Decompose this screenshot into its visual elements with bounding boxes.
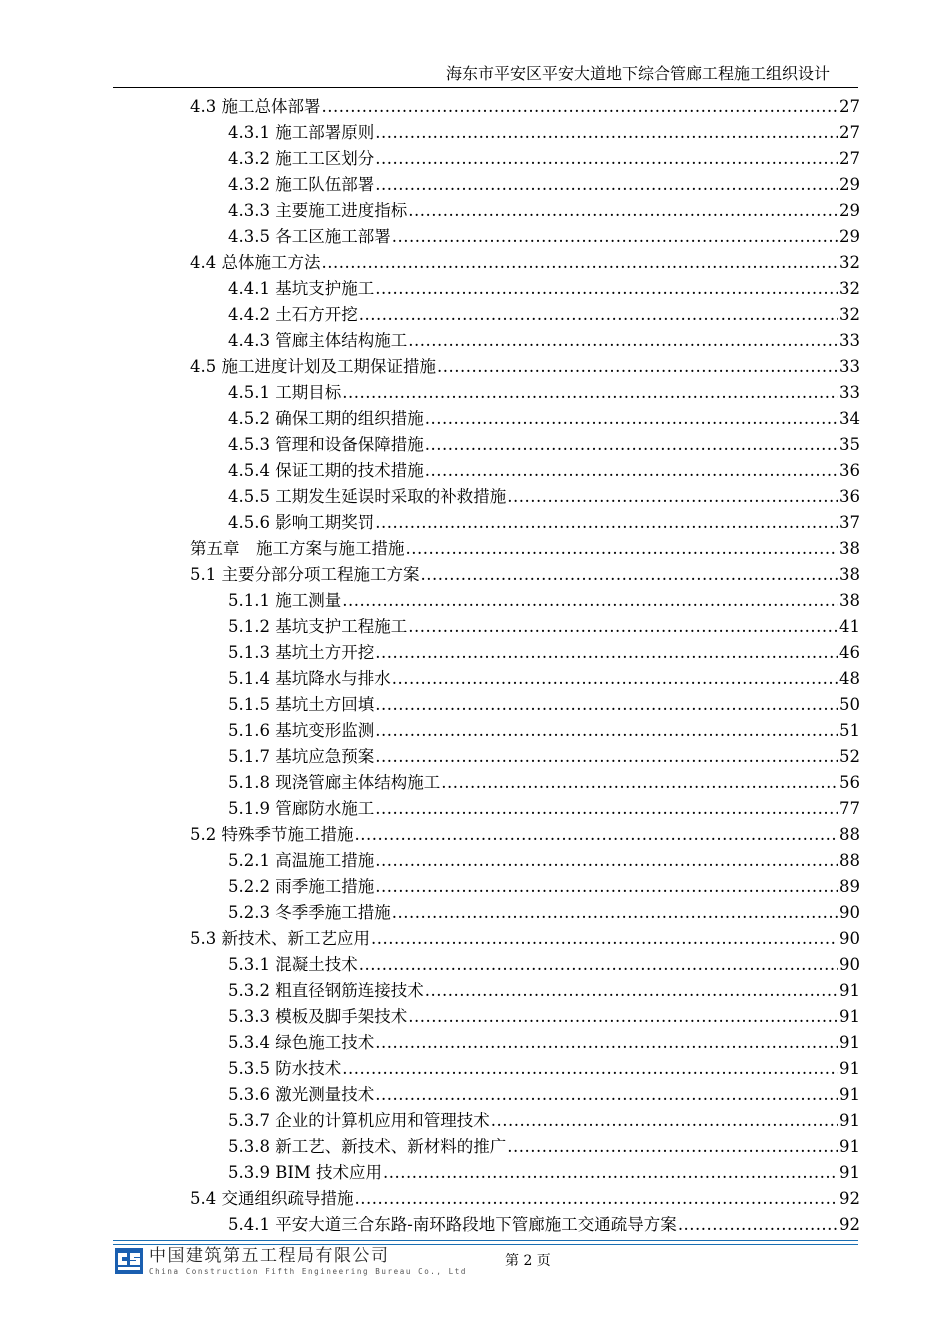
toc-dot-leader — [375, 718, 838, 744]
toc-entry-title: 5.3 新技术、新工艺应用 — [190, 929, 370, 948]
toc-entry[interactable] — [190, 432, 860, 458]
toc-entry[interactable] — [190, 458, 860, 484]
toc-entry-page: 90 — [839, 903, 860, 922]
toc-entry[interactable] — [190, 562, 860, 588]
toc-dot-leader — [392, 224, 838, 250]
toc-entry-title: 4.3.2 施工队伍部署 — [228, 175, 375, 194]
toc-dot-leader — [355, 1186, 839, 1212]
toc-entry[interactable] — [190, 744, 860, 770]
toc-dot-leader — [425, 432, 838, 458]
toc-entry-page: 88 — [839, 851, 860, 870]
toc-entry-title: 4.3 施工总体部署 — [190, 97, 321, 116]
toc-dot-leader — [375, 692, 838, 718]
toc-dot-leader — [375, 848, 838, 874]
toc-entry-title: 5.1.6 基坑变形监测 — [228, 721, 375, 740]
toc-entry-page: 91 — [839, 1163, 860, 1182]
toc-entry[interactable] — [190, 1108, 860, 1134]
toc-entry-title: 5.2.1 高温施工措施 — [228, 851, 375, 870]
toc-entry-title: 5.2.3 冬季季施工措施 — [228, 903, 391, 922]
toc-entry-page: 56 — [839, 773, 860, 792]
toc-entry[interactable] — [190, 94, 860, 120]
toc-entry[interactable] — [190, 250, 860, 276]
toc-entry[interactable] — [190, 848, 860, 874]
toc-entry-page: 33 — [839, 331, 860, 350]
toc-entry[interactable] — [190, 120, 860, 146]
toc-entry[interactable] — [190, 1134, 860, 1160]
toc-entry-page: 29 — [839, 175, 860, 194]
toc-entry[interactable] — [190, 900, 860, 926]
toc-entry-page: 33 — [839, 383, 860, 402]
toc-entry-page: 32 — [839, 253, 860, 272]
toc-entry-page: 38 — [839, 565, 860, 584]
toc-entry-title: 5.1.8 现浇管廊主体结构施工 — [228, 773, 441, 792]
toc-entry-page: 32 — [839, 305, 860, 324]
toc-entry-title: 4.5.5 工期发生延误时采取的补救措施 — [228, 487, 507, 506]
toc-entry-page: 91 — [839, 1033, 860, 1052]
toc-entry-title: 5.1.4 基坑降水与排水 — [228, 669, 391, 688]
toc-dot-leader — [342, 380, 838, 406]
toc-dot-leader — [375, 796, 838, 822]
toc-dot-leader — [375, 172, 838, 198]
footer-rule-thick — [113, 1240, 858, 1241]
toc-dot-leader — [491, 1108, 838, 1134]
toc-entry[interactable] — [190, 588, 860, 614]
toc-entry-title: 4.5.3 管理和设备保障措施 — [228, 435, 424, 454]
toc-dot-leader — [355, 822, 839, 848]
toc-entry-title: 5.3.1 混凝土技术 — [228, 955, 358, 974]
toc-entry[interactable] — [190, 926, 860, 952]
toc-entry-page: 50 — [839, 695, 860, 714]
toc-dot-leader — [507, 1134, 838, 1160]
toc-entry-page: 88 — [839, 825, 860, 844]
toc-entry-page: 91 — [839, 1111, 860, 1130]
toc-entry-page: 52 — [839, 747, 860, 766]
toc-entry[interactable] — [190, 406, 860, 432]
toc-entry[interactable] — [190, 276, 860, 302]
toc-entry[interactable] — [190, 1004, 860, 1030]
toc-entry-title: 5.3.2 粗直径钢筋连接技术 — [228, 981, 424, 1000]
toc-dot-leader — [359, 952, 838, 978]
toc-dot-leader — [408, 328, 838, 354]
toc-entry-title: 4.5.1 工期目标 — [228, 383, 342, 402]
toc-entry[interactable] — [190, 1030, 860, 1056]
toc-entry[interactable] — [190, 1056, 860, 1082]
toc-entry-title: 5.1.5 基坑土方回填 — [228, 695, 375, 714]
toc-entry-page: 38 — [839, 539, 860, 558]
toc-entry[interactable] — [190, 718, 860, 744]
toc-entry-page: 77 — [839, 799, 860, 818]
toc-dot-leader — [359, 302, 838, 328]
toc-dot-leader — [375, 1030, 838, 1056]
toc-entry[interactable] — [190, 796, 860, 822]
toc-entry-title: 5.3.9 BIM 技术应用 — [228, 1163, 383, 1182]
toc-dot-leader — [371, 926, 838, 952]
toc-entry[interactable] — [190, 1160, 860, 1186]
toc-entry[interactable] — [190, 328, 860, 354]
toc-entry-page: 90 — [839, 929, 860, 948]
toc-entry-page: 91 — [839, 1085, 860, 1104]
toc-dot-leader — [678, 1212, 838, 1238]
toc-dot-leader — [322, 94, 839, 120]
toc-entry[interactable] — [190, 978, 860, 1004]
toc-entry-title: 4.3.1 施工部署原则 — [228, 123, 375, 142]
toc-entry-page: 33 — [839, 357, 860, 376]
toc-entry-page: 35 — [839, 435, 860, 454]
toc-entry[interactable] — [190, 302, 860, 328]
toc-entry-title: 5.1.3 基坑土方开挖 — [228, 643, 375, 662]
toc-entry[interactable] — [190, 822, 860, 848]
toc-entry-page: 92 — [839, 1215, 860, 1234]
footer-rule-thin — [113, 1244, 858, 1245]
toc-entry-title: 5.4 交通组织疏导措施 — [190, 1189, 354, 1208]
toc-entry-title: 4.4.1 基坑支护施工 — [228, 279, 375, 298]
toc-entry-title: 5.1.1 施工测量 — [228, 591, 342, 610]
toc-entry[interactable] — [190, 172, 860, 198]
toc-dot-leader — [425, 458, 838, 484]
toc-entry-title: 5.1.9 管廊防水施工 — [228, 799, 375, 818]
toc-dot-leader — [408, 198, 838, 224]
company-name-english: China Construction Fifth Engineering Bureau Co., Ltd — [149, 1267, 467, 1276]
toc-entry[interactable] — [190, 874, 860, 900]
table-of-contents — [190, 94, 860, 1238]
toc-entry-title: 5.3.8 新工艺、新技术、新材料的推广 — [228, 1137, 507, 1156]
toc-entry-page: 29 — [839, 201, 860, 220]
toc-entry-page: 27 — [839, 149, 860, 168]
toc-entry-title: 4.5.2 确保工期的组织措施 — [228, 409, 424, 428]
toc-dot-leader — [375, 744, 838, 770]
toc-entry-title: 4.4 总体施工方法 — [190, 253, 321, 272]
toc-dot-leader — [342, 1056, 838, 1082]
toc-dot-leader — [375, 874, 838, 900]
toc-entry[interactable] — [190, 1186, 860, 1212]
toc-entry-title: 4.5 施工进度计划及工期保证措施 — [190, 357, 436, 376]
toc-entry[interactable] — [190, 640, 860, 666]
toc-entry-title: 5.1.7 基坑应急预案 — [228, 747, 375, 766]
toc-entry-title: 5.1.2 基坑支护工程施工 — [228, 617, 408, 636]
toc-entry-title: 5.3.6 激光测量技术 — [228, 1085, 375, 1104]
header-rule — [113, 87, 858, 88]
toc-dot-leader — [375, 120, 838, 146]
toc-dot-leader — [342, 588, 838, 614]
toc-entry[interactable] — [190, 484, 860, 510]
toc-dot-leader — [441, 770, 838, 796]
toc-entry-page: 89 — [839, 877, 860, 896]
toc-dot-leader — [375, 1082, 838, 1108]
toc-entry[interactable] — [190, 536, 860, 562]
toc-entry-title: 5.3.4 绿色施工技术 — [228, 1033, 375, 1052]
toc-entry-page: 92 — [839, 1189, 860, 1208]
toc-entry-title: 4.4.3 管廊主体结构施工 — [228, 331, 408, 350]
toc-entry-page: 36 — [839, 487, 860, 506]
toc-entry[interactable] — [190, 952, 860, 978]
toc-entry[interactable] — [190, 692, 860, 718]
toc-entry[interactable] — [190, 770, 860, 796]
toc-dot-leader — [425, 406, 838, 432]
toc-entry-page: 91 — [839, 1059, 860, 1078]
toc-dot-leader — [408, 1004, 838, 1030]
toc-entry-page: 90 — [839, 955, 860, 974]
toc-entry-page: 27 — [839, 123, 860, 142]
cscec-logo-icon — [115, 1248, 143, 1274]
toc-entry-page: 41 — [839, 617, 860, 636]
toc-entry-page: 91 — [839, 1137, 860, 1156]
toc-entry-title: 5.3.3 模板及脚手架技术 — [228, 1007, 408, 1026]
toc-entry-page: 51 — [839, 721, 860, 740]
toc-dot-leader — [383, 1160, 838, 1186]
toc-entry-title: 4.4.2 土石方开挖 — [228, 305, 358, 324]
toc-entry-page: 48 — [839, 669, 860, 688]
toc-entry-title: 5.3.5 防水技术 — [228, 1059, 342, 1078]
toc-entry-title: 4.5.4 保证工期的技术措施 — [228, 461, 424, 480]
toc-entry-page: 27 — [839, 97, 860, 116]
toc-dot-leader — [392, 900, 838, 926]
toc-entry-title: 5.4.1 平安大道三合东路-南环路段地下管廊施工交通疏导方案 — [228, 1215, 677, 1234]
toc-entry-page: 32 — [839, 279, 860, 298]
toc-entry[interactable] — [190, 1212, 860, 1238]
toc-entry[interactable] — [190, 146, 860, 172]
toc-dot-leader — [375, 146, 838, 172]
company-name-chinese: 中国建筑第五工程局有限公司 — [149, 1246, 390, 1266]
toc-dot-leader — [392, 666, 838, 692]
toc-dot-leader — [507, 484, 838, 510]
toc-entry[interactable] — [190, 198, 860, 224]
page-number: 第 2 页 — [505, 1253, 551, 1269]
toc-entry-page: 38 — [839, 591, 860, 610]
toc-entry-page: 29 — [839, 227, 860, 246]
toc-dot-leader — [375, 640, 838, 666]
toc-dot-leader — [408, 614, 838, 640]
toc-entry[interactable] — [190, 614, 860, 640]
toc-dot-leader — [322, 250, 839, 276]
toc-dot-leader — [375, 510, 838, 536]
toc-entry[interactable] — [190, 380, 860, 406]
toc-entry-title: 4.3.5 各工区施工部署 — [228, 227, 391, 246]
toc-dot-leader — [375, 276, 838, 302]
toc-entry-title: 第五章 施工方案与施工措施 — [190, 539, 405, 558]
toc-dot-leader — [421, 562, 839, 588]
document-header-title: 海东市平安区平安大道地下综合管廊工程施工组织设计 — [445, 64, 830, 83]
toc-entry-page: 37 — [839, 513, 860, 532]
toc-entry-page: 36 — [839, 461, 860, 480]
toc-dot-leader — [406, 536, 839, 562]
toc-entry-page: 34 — [839, 409, 860, 428]
toc-entry[interactable] — [190, 666, 860, 692]
toc-entry-page: 91 — [839, 981, 860, 1000]
toc-entry-title: 5.2.2 雨季施工措施 — [228, 877, 375, 896]
toc-entry-title: 4.5.6 影响工期奖罚 — [228, 513, 375, 532]
toc-entry-title: 5.3.7 企业的计算机应用和管理技术 — [228, 1111, 490, 1130]
toc-entry-title: 4.3.3 主要施工进度指标 — [228, 201, 408, 220]
toc-entry[interactable] — [190, 224, 860, 250]
toc-entry-page: 91 — [839, 1007, 860, 1026]
toc-entry[interactable] — [190, 1082, 860, 1108]
toc-entry[interactable] — [190, 354, 860, 380]
toc-dot-leader — [425, 978, 838, 1004]
toc-dot-leader — [437, 354, 838, 380]
toc-entry[interactable] — [190, 510, 860, 536]
toc-entry-title: 4.3.2 施工工区划分 — [228, 149, 375, 168]
toc-entry-page: 46 — [839, 643, 860, 662]
toc-entry-title: 5.2 特殊季节施工措施 — [190, 825, 354, 844]
toc-entry-title: 5.1 主要分部分项工程施工方案 — [190, 565, 420, 584]
